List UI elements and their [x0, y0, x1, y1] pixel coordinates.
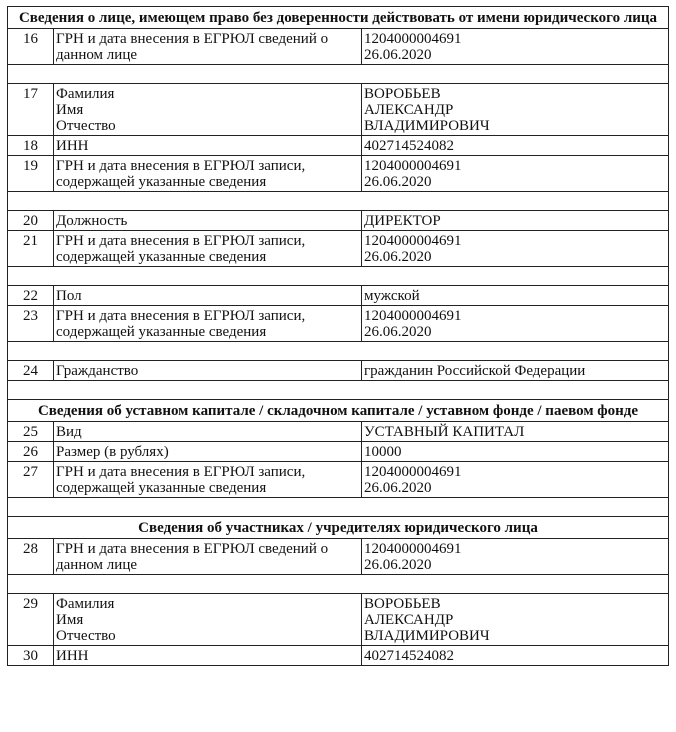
spacer-row: [8, 267, 669, 286]
field-value-line: АЛЕКСАНДР: [364, 102, 454, 118]
table-row: [8, 306, 669, 342]
table-row: [8, 594, 669, 646]
field-label: [54, 422, 362, 442]
spacer-cell: [8, 65, 669, 84]
table-body: [8, 6, 669, 666]
table-row: [8, 361, 669, 381]
field-value-line: 1204000004691: [364, 464, 462, 480]
table-row: [8, 211, 669, 231]
field-value-line: 1204000004691: [364, 233, 462, 249]
field-label-line: ГРН и дата внесения в ЕГРЮЛ записи,: [56, 464, 306, 480]
row-number: 19: [8, 156, 54, 192]
row-number: 21: [8, 231, 54, 267]
field-value-line: 26.06.2020: [364, 480, 432, 496]
table-row: [8, 156, 669, 192]
field-label-line: содержащей указанные сведения: [56, 480, 267, 496]
spacer-cell: [8, 342, 669, 361]
row-number: 20: [8, 211, 54, 231]
field-value: [362, 286, 669, 306]
field-value: [362, 29, 669, 65]
field-value-line: 26.06.2020: [364, 557, 432, 573]
field-value: [362, 306, 669, 342]
field-label-line: ГРН и дата внесения в ЕГРЮЛ записи,: [56, 233, 306, 249]
field-value-line: 10000: [364, 444, 402, 460]
field-label-line: содержащей указанные сведения: [56, 174, 267, 190]
table-row: [8, 442, 669, 462]
field-value: [362, 462, 669, 498]
field-label-line: Пол: [56, 288, 82, 304]
field-value: [362, 422, 669, 442]
table-row: [8, 539, 669, 575]
field-value-line: ВЛАДИМИРОВИЧ: [364, 628, 490, 644]
field-label: [54, 361, 362, 381]
field-value-line: ВОРОБЬЕВ: [364, 596, 441, 612]
row-number: 27: [8, 462, 54, 498]
field-value: [362, 231, 669, 267]
row-number: 18: [8, 136, 54, 156]
field-label: [54, 286, 362, 306]
field-value-line: мужской: [364, 288, 420, 304]
field-label-line: ГРН и дата внесения в ЕГРЮЛ записи,: [56, 158, 306, 174]
row-number: 29: [8, 594, 54, 646]
table-row: [8, 29, 669, 65]
field-value: [362, 156, 669, 192]
field-value: [362, 211, 669, 231]
spacer-row: [8, 575, 669, 594]
field-value-line: АЛЕКСАНДР: [364, 612, 454, 628]
table-row: [8, 84, 669, 136]
field-label-line: ГРН и дата внесения в ЕГРЮЛ записи,: [56, 308, 306, 324]
table-row: [8, 286, 669, 306]
field-label-line: Имя: [56, 612, 84, 628]
spacer-cell: [8, 192, 669, 211]
field-value-line: 1204000004691: [364, 308, 462, 324]
row-number: 24: [8, 361, 54, 381]
row-number: 30: [8, 646, 54, 666]
field-label: [54, 594, 362, 646]
spacer-row: [8, 65, 669, 84]
field-label-line: ИНН: [56, 138, 89, 154]
table-row: [8, 231, 669, 267]
field-label-line: содержащей указанные сведения: [56, 324, 267, 340]
field-value-line: 402714524082: [364, 138, 454, 154]
spacer-row: [8, 342, 669, 361]
egrul-extract-table: [7, 6, 669, 666]
field-label: [54, 29, 362, 65]
field-label: [54, 211, 362, 231]
field-label-line: Имя: [56, 102, 84, 118]
field-label-line: данном лице: [56, 557, 137, 573]
section-header-row: [8, 517, 669, 539]
field-label: [54, 646, 362, 666]
field-value-line: 26.06.2020: [364, 324, 432, 340]
section-title: Сведения о лице, имеющем право без доверенности действовать от имени юридического лица: [8, 7, 669, 29]
field-value: [362, 594, 669, 646]
field-label-line: Фамилия: [56, 86, 115, 102]
row-number: 17: [8, 84, 54, 136]
field-label-line: Фамилия: [56, 596, 115, 612]
table-row: [8, 136, 669, 156]
section-title: Сведения об уставном капитале / складочном капитале / уставном фонде / паевом фонде: [8, 400, 669, 422]
spacer-cell: [8, 498, 669, 517]
spacer-cell: [8, 575, 669, 594]
field-value-line: 1204000004691: [364, 31, 462, 47]
field-label-line: Вид: [56, 424, 82, 440]
field-value-line: 26.06.2020: [364, 174, 432, 190]
field-value-line: УСТАВНЫЙ КАПИТАЛ: [364, 424, 525, 440]
table-row: [8, 422, 669, 442]
row-number: 16: [8, 29, 54, 65]
spacer-cell: [8, 381, 669, 400]
field-label-line: содержащей указанные сведения: [56, 249, 267, 265]
row-number: 25: [8, 422, 54, 442]
field-label: [54, 442, 362, 462]
field-value-line: ВЛАДИМИРОВИЧ: [364, 118, 490, 134]
field-label-line: Должность: [56, 213, 128, 229]
field-label-line: ИНН: [56, 648, 89, 664]
field-label: [54, 231, 362, 267]
table-row: [8, 646, 669, 666]
field-value-line: ДИРЕКТОР: [364, 213, 441, 229]
row-number: 26: [8, 442, 54, 462]
field-label: [54, 156, 362, 192]
field-value: [362, 361, 669, 381]
field-label: [54, 462, 362, 498]
field-value: [362, 136, 669, 156]
field-value: [362, 539, 669, 575]
row-number: 28: [8, 539, 54, 575]
section-title: Сведения об участниках / учредителях юридического лица: [8, 517, 669, 539]
field-label-line: Размер (в рублях): [56, 444, 169, 460]
spacer-row: [8, 192, 669, 211]
spacer-cell: [8, 267, 669, 286]
field-label-line: ГРН и дата внесения в ЕГРЮЛ сведений о: [56, 31, 329, 47]
field-label: [54, 84, 362, 136]
spacer-row: [8, 381, 669, 400]
field-value: [362, 442, 669, 462]
field-value-line: 26.06.2020: [364, 47, 432, 63]
spacer-row: [8, 498, 669, 517]
field-label-line: данном лице: [56, 47, 137, 63]
field-label-line: Отчество: [56, 118, 116, 134]
row-number: 22: [8, 286, 54, 306]
field-value-line: 26.06.2020: [364, 249, 432, 265]
field-value: [362, 84, 669, 136]
field-value-line: 1204000004691: [364, 158, 462, 174]
field-value: [362, 646, 669, 666]
table-row: [8, 462, 669, 498]
field-value-line: 402714524082: [364, 648, 454, 664]
field-label: [54, 136, 362, 156]
field-label-line: ГРН и дата внесения в ЕГРЮЛ сведений о: [56, 541, 329, 557]
field-label: [54, 539, 362, 575]
section-header-row: [8, 7, 669, 29]
field-value-line: ВОРОБЬЕВ: [364, 86, 441, 102]
field-label: [54, 306, 362, 342]
field-label-line: Гражданство: [56, 363, 139, 379]
field-value-line: гражданин Российской Федерации: [364, 363, 586, 379]
field-value-line: 1204000004691: [364, 541, 462, 557]
section-header-row: [8, 400, 669, 422]
row-number: 23: [8, 306, 54, 342]
field-label-line: Отчество: [56, 628, 116, 644]
